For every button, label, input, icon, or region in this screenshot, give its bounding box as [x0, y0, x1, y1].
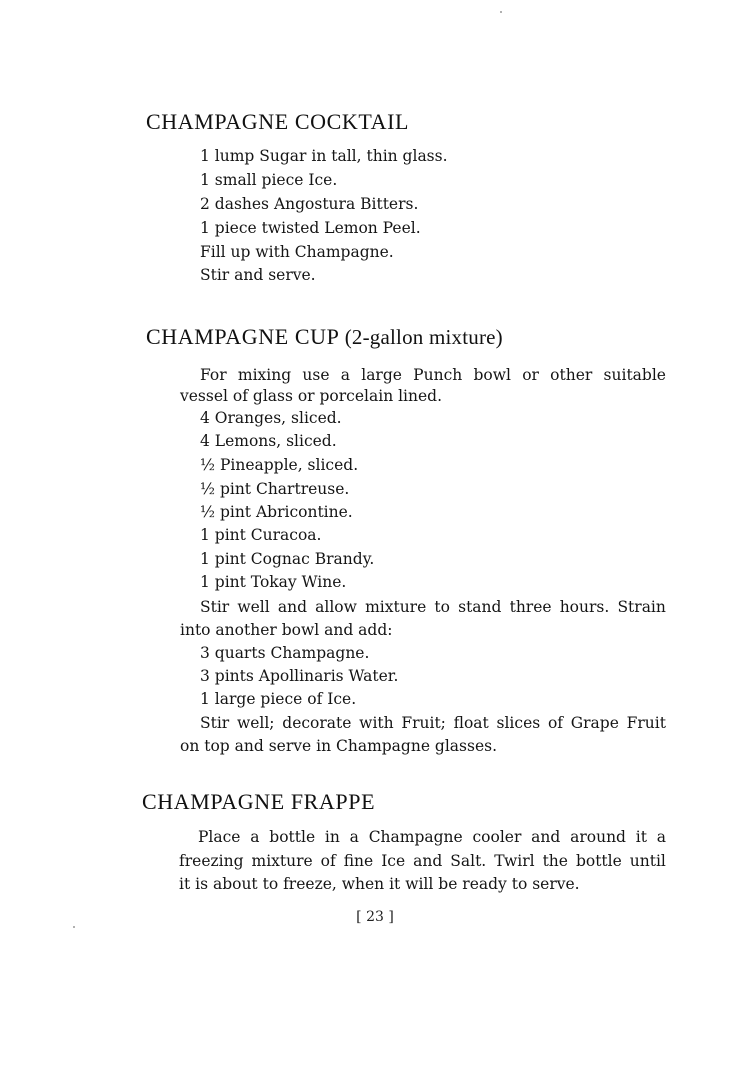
scan-speck [73, 926, 75, 928]
paragraph-line: into another bowl and add: [180, 621, 393, 639]
paragraph-line: on top and serve in Champagne glasses. [180, 737, 498, 755]
recipe-line: 1 small piece Ice. [200, 171, 338, 189]
paragraph-line-justified: For mixing use a large Punch bowl or other suitable [200, 366, 666, 384]
paragraph-line: vessel of glass or porcelain lined. [180, 387, 443, 405]
ingredient-line: 4 Lemons, sliced. [200, 432, 337, 450]
recipe-line: 1 lump Sugar in tall, thin glass. [200, 147, 448, 165]
ingredient-line: 1 large piece of Ice. [200, 690, 357, 708]
recipe-line: Fill up with Champagne. [200, 243, 394, 261]
section-title-note: (2-gallon mixture) [344, 325, 503, 349]
ingredient-line: 1 pint Cognac Brandy. [200, 550, 375, 568]
ingredient-line: ½ pint Abricontine. [200, 503, 353, 521]
ingredient-line: 1 pint Curacoa. [200, 526, 322, 544]
paragraph-line-justified: Place a bottle in a Champagne cooler and around it a [198, 828, 666, 846]
section-title-champagne-frappe: CHAMPAGNE FRAPPE [142, 789, 376, 814]
ingredient-line: ½ pint Chartreuse. [200, 480, 350, 498]
recipe-line: Stir and serve. [200, 266, 316, 284]
ingredient-line: ½ Pineapple, sliced. [200, 456, 359, 474]
section-title-champagne-cocktail: CHAMPAGNE COCKTAIL [146, 109, 410, 134]
section-title-champagne-cup [146, 324, 503, 350]
ingredient-line: 3 pints Apollinaris Water. [200, 667, 399, 685]
page-number: [ 23 ] [356, 909, 394, 925]
paragraph-line-justified: Stir well; decorate with Fruit; float slices of Grape Fruit [200, 714, 666, 732]
section-title-text: CHAMPAGNE CUP [146, 324, 339, 349]
paragraph-line-justified: Stir well and allow mixture to stand three hours. Strain [200, 598, 666, 616]
ingredient-line: 4 Oranges, sliced. [200, 409, 342, 427]
recipe-line: 2 dashes Angostura Bitters. [200, 195, 419, 213]
scan-speck [500, 11, 502, 13]
ingredient-line: 3 quarts Champagne. [200, 644, 370, 662]
recipe-line: 1 piece twisted Lemon Peel. [200, 219, 421, 237]
ingredient-line: 1 pint Tokay Wine. [200, 573, 347, 591]
paragraph-line: it is about to freeze, when it will be ready to serve. [179, 875, 580, 893]
paragraph-line-justified: freezing mixture of fine Ice and Salt. Twirl the bottle until [179, 852, 666, 870]
